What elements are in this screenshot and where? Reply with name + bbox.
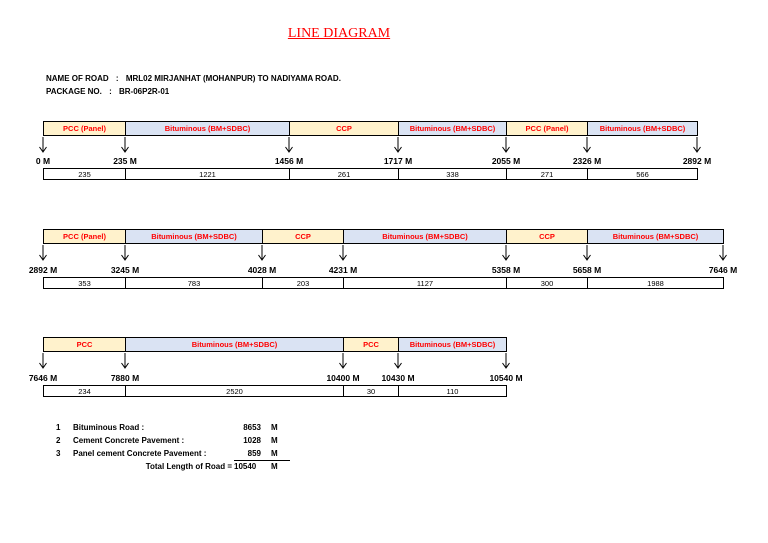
- chainage-marker: 235 M: [113, 156, 137, 166]
- segment-length: 271: [506, 168, 588, 180]
- segment-length: 1127: [343, 277, 507, 289]
- segment-bituminous: Bituminous (BM+SDBC): [343, 229, 507, 244]
- down-arrow-icon: [393, 353, 403, 369]
- total-unit: M: [271, 462, 278, 471]
- down-arrow-icon: [38, 353, 48, 369]
- chainage-marker: 10540 M: [489, 373, 523, 383]
- down-arrow-icon: [120, 137, 130, 153]
- segment-bituminous: Bituminous (BM+SDBC): [398, 337, 507, 352]
- chainage-marker: 2326 M: [572, 156, 602, 166]
- chainage-marker: 7646 M: [708, 265, 738, 275]
- summary-value: 1028: [243, 436, 261, 445]
- segment-concrete: CCP: [506, 229, 588, 244]
- road-name-label: NAME OF ROAD: [46, 74, 109, 83]
- down-arrow-icon: [393, 137, 403, 153]
- summary-unit: M: [271, 449, 278, 458]
- chainage-marker: 10400 M: [326, 373, 360, 383]
- segment-length: 203: [262, 277, 344, 289]
- chainage-marker: 4231 M: [328, 265, 358, 275]
- package-line: [46, 87, 169, 96]
- chainage-marker: 3245 M: [110, 265, 140, 275]
- down-arrow-icon: [284, 137, 294, 153]
- chainage-marker: 5358 M: [491, 265, 521, 275]
- chainage-marker: 2892 M: [28, 265, 58, 275]
- road-name-line: [46, 74, 341, 83]
- segment-length: 353: [43, 277, 126, 289]
- summary-num: 3: [56, 449, 61, 458]
- page-title: LINE DIAGRAM: [287, 26, 391, 41]
- down-arrow-icon: [338, 353, 348, 369]
- down-arrow-icon: [257, 245, 267, 261]
- segment-length: 234: [43, 385, 126, 397]
- summary-label: Panel cement Concrete Pavement :: [73, 449, 207, 458]
- down-arrow-icon: [120, 245, 130, 261]
- segment-concrete: CCP: [289, 121, 399, 136]
- summary-num: 1: [56, 423, 61, 432]
- chainage-marker: 7880 M: [110, 373, 140, 383]
- down-arrow-icon: [582, 245, 592, 261]
- segment-bituminous: Bituminous (BM+SDBC): [125, 229, 263, 244]
- summary-rule: [234, 460, 290, 461]
- segment-concrete: PCC (Panel): [43, 121, 126, 136]
- summary-label: Cement Concrete Pavement :: [73, 436, 185, 445]
- down-arrow-icon: [501, 137, 511, 153]
- segment-concrete: PCC: [343, 337, 399, 352]
- summary-unit: M: [271, 436, 278, 445]
- segment-length: 261: [289, 168, 399, 180]
- chainage-marker: 0 M: [35, 156, 51, 166]
- segment-concrete: PCC: [43, 337, 126, 352]
- chainage-marker: 10430 M: [381, 373, 415, 383]
- segment-length: 1221: [125, 168, 290, 180]
- segment-concrete: PCC (Panel): [43, 229, 126, 244]
- chainage-marker: 1717 M: [383, 156, 413, 166]
- segment-length: 300: [506, 277, 588, 289]
- down-arrow-icon: [38, 137, 48, 153]
- segment-bituminous: Bituminous (BM+SDBC): [125, 337, 344, 352]
- chainage-marker: 7646 M: [28, 373, 58, 383]
- segment-length: 235: [43, 168, 126, 180]
- total-value: 10540: [234, 462, 257, 471]
- road-name-separator: :: [115, 74, 119, 83]
- segment-length: 1988: [587, 277, 724, 289]
- segment-length: 110: [398, 385, 507, 397]
- segment-length: 783: [125, 277, 263, 289]
- summary-value: 859: [247, 449, 261, 458]
- segment-length: 338: [398, 168, 507, 180]
- down-arrow-icon: [501, 353, 511, 369]
- down-arrow-icon: [38, 245, 48, 261]
- chainage-marker: 2892 M: [682, 156, 712, 166]
- segment-length: 566: [587, 168, 698, 180]
- down-arrow-icon: [582, 137, 592, 153]
- summary-num: 2: [56, 436, 61, 445]
- down-arrow-icon: [338, 245, 348, 261]
- summary-value: 8653: [243, 423, 261, 432]
- down-arrow-icon: [718, 245, 728, 261]
- down-arrow-icon: [501, 245, 511, 261]
- segment-bituminous: Bituminous (BM+SDBC): [125, 121, 290, 136]
- segment-length: 2520: [125, 385, 344, 397]
- down-arrow-icon: [692, 137, 702, 153]
- package-separator: :: [109, 87, 112, 96]
- chainage-marker: 4028 M: [247, 265, 277, 275]
- package-value: BR-06P2R-01: [119, 87, 170, 96]
- segment-concrete: PCC (Panel): [506, 121, 588, 136]
- total-label: Total Length of Road =: [145, 462, 232, 471]
- down-arrow-icon: [120, 353, 130, 369]
- package-label: PACKAGE NO.: [46, 87, 102, 96]
- segment-concrete: CCP: [262, 229, 344, 244]
- segment-bituminous: Bituminous (BM+SDBC): [587, 229, 724, 244]
- summary-label: Bituminous Road :: [73, 423, 145, 432]
- chainage-marker: 1456 M: [274, 156, 304, 166]
- summary-unit: M: [271, 423, 278, 432]
- segment-length: 30: [343, 385, 399, 397]
- segment-bituminous: Bituminous (BM+SDBC): [587, 121, 698, 136]
- chainage-marker: 2055 M: [491, 156, 521, 166]
- road-name-value: MRL02 MIRJANHAT (MOHANPUR) TO NADIYAMA ROAD.: [125, 74, 341, 83]
- segment-bituminous: Bituminous (BM+SDBC): [398, 121, 507, 136]
- chainage-marker: 5658 M: [572, 265, 602, 275]
